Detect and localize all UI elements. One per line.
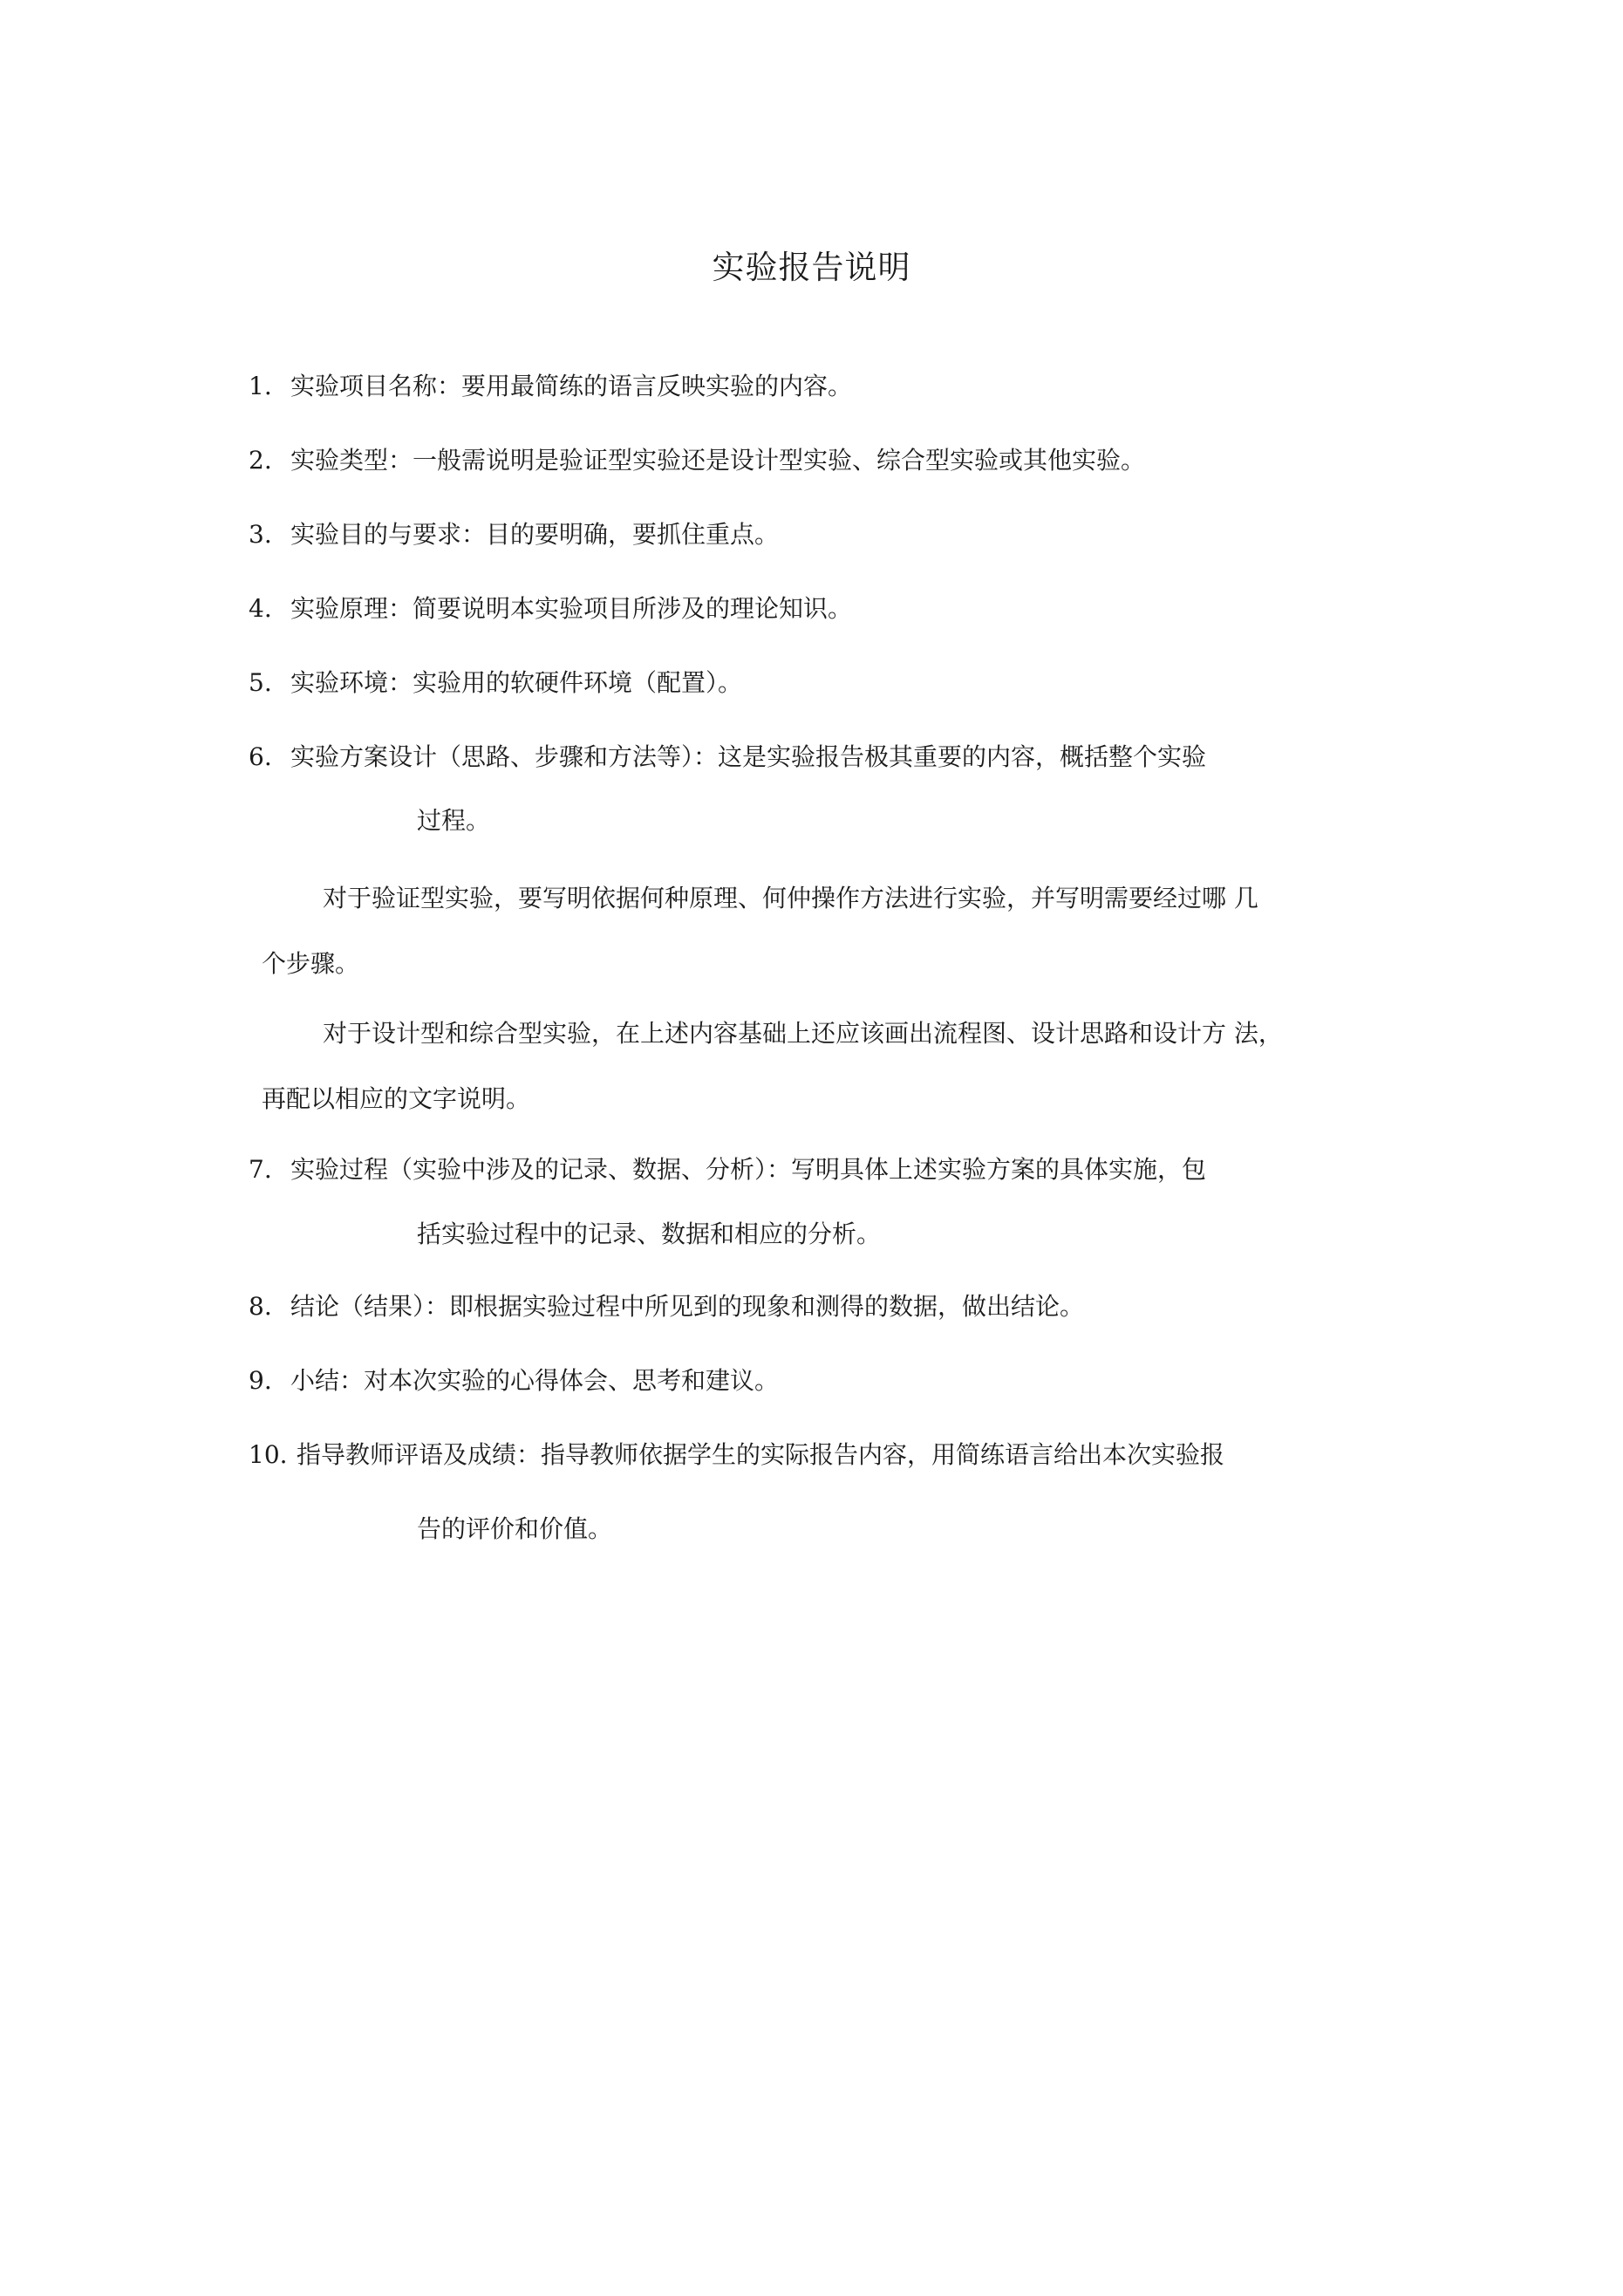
item-number: 8. — [249, 1292, 272, 1321]
list-item-9 — [249, 1365, 779, 1397]
item-text: 指导教师评语及成绩：指导教师依据学生的实际报告内容，用简练语言给出本次实验报 — [297, 1440, 1225, 1469]
list-item-2 — [249, 445, 1145, 476]
list-item-7 — [249, 1154, 1206, 1186]
item-text: 实验目的与要求：目的要明确，要抓住重点。 — [290, 520, 780, 549]
item-text: 实验过程（实验中涉及的记录、数据、分析）：写明具体上述实验方案的具体实施，包 — [290, 1155, 1207, 1184]
item-number: 2. — [249, 446, 272, 475]
list-item-4 — [249, 593, 852, 625]
note-paragraph-2-line-1: 对于设计型和综合型实验，在上述内容基础上还应该画出流程图、设计思路和设计方 法， — [323, 1019, 1283, 1048]
item-text: 结论（结果）：即根据实验过程中所见到的现象和测得的数据，做出结论。 — [290, 1292, 1085, 1321]
list-item-10-continuation: 告的评价和价值。 — [417, 1514, 613, 1543]
list-item-3 — [249, 519, 779, 550]
list-item-8 — [249, 1291, 1084, 1322]
item-number: 9. — [249, 1366, 272, 1395]
item-number: 10. — [249, 1440, 288, 1469]
note-paragraph-2-line-2: 再配以相应的文字说明。 — [262, 1084, 531, 1113]
item-text: 实验项目名称：要用最简练的语言反映实验的内容。 — [290, 372, 853, 400]
item-number: 7. — [249, 1155, 272, 1184]
item-text: 小结：对本次实验的心得体会、思考和建议。 — [290, 1366, 780, 1395]
list-item-6-continuation: 过程。 — [417, 806, 491, 835]
note-paragraph-1-line-2: 个步骤。 — [262, 949, 360, 978]
page-title: 实验报告说明 — [712, 249, 911, 286]
note-paragraph-1-line-1: 对于验证型实验，要写明依据何种原理、何仲操作方法进行实验，并写明需要经过哪 几 — [323, 884, 1258, 912]
list-item-1 — [249, 371, 852, 402]
item-number: 4. — [249, 594, 272, 623]
item-text: 实验原理：简要说明本实验项目所涉及的理论知识。 — [290, 594, 853, 623]
item-text: 实验方案设计（思路、步骤和方法等）：这是实验报告极其重要的内容，概括整个实验 — [290, 742, 1207, 771]
item-number: 5. — [249, 668, 272, 697]
item-number: 1. — [249, 372, 272, 400]
item-text: 实验类型：一般需说明是验证型实验还是设计型实验、综合型实验或其他实验。 — [290, 446, 1146, 475]
item-text: 实验环境：实验用的软硬件环境（配置）。 — [290, 668, 743, 697]
item-number: 6. — [249, 742, 272, 771]
list-item-6 — [249, 741, 1206, 773]
list-item-5 — [249, 667, 742, 699]
list-item-10 — [249, 1439, 1224, 1471]
item-number: 3. — [249, 520, 272, 549]
list-item-7-continuation: 括实验过程中的记录、数据和相应的分析。 — [417, 1220, 882, 1248]
